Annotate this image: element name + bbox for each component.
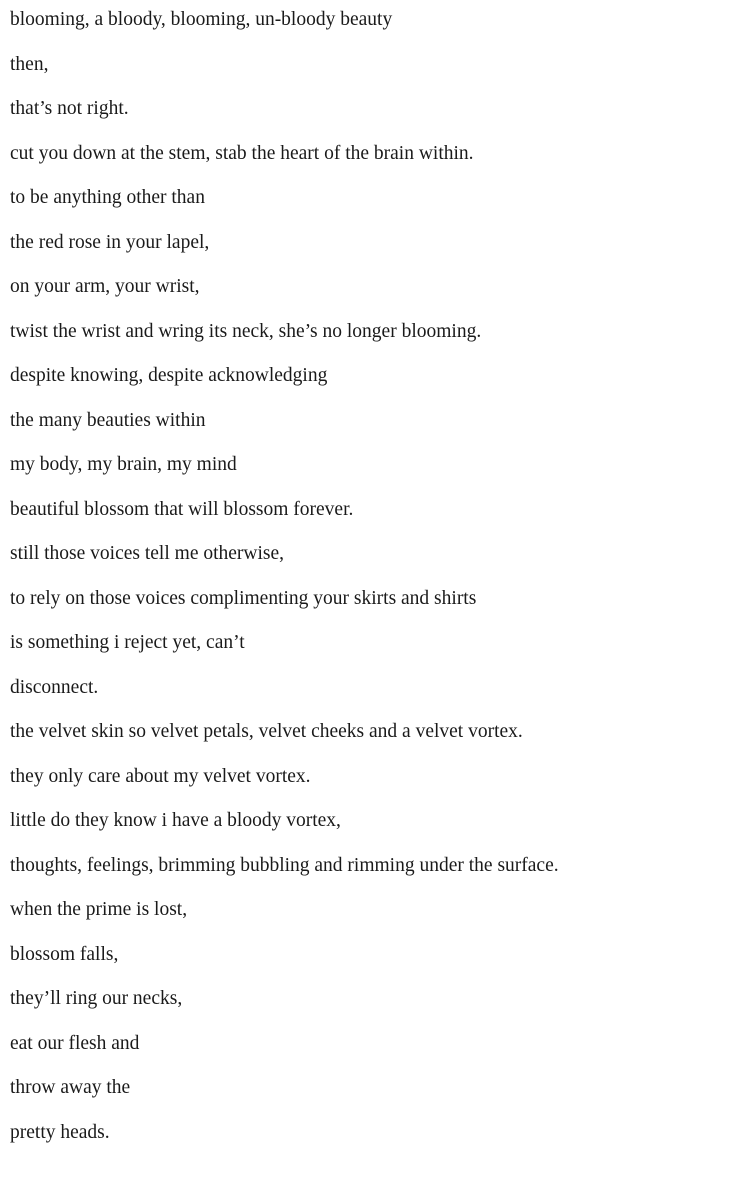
poem-line-24: eat our flesh and bbox=[10, 1032, 140, 1054]
poem-line-8: twist the wrist and wring its neck, she’s no longer blooming. bbox=[10, 320, 482, 342]
poem-line-2: then, bbox=[10, 53, 49, 75]
poem-line-11: my body, my brain, my mind bbox=[10, 454, 237, 475]
poem-line-16: disconnect. bbox=[10, 676, 99, 698]
poem-line-14: to rely on those voices complimenting your skirts and shirts bbox=[10, 587, 477, 609]
poem-line-9: despite knowing, despite acknowledging bbox=[10, 365, 328, 386]
poem-line-12: beautiful blossom that will blossom forever. bbox=[10, 498, 354, 520]
poem-line-10: the many beauties within bbox=[10, 409, 206, 431]
poem-line-22: blossom falls, bbox=[10, 943, 119, 965]
poem-line-7: on your arm, your wrist, bbox=[10, 276, 200, 297]
poem-line-25: throw away the bbox=[10, 1077, 131, 1098]
poem-line-3: that’s not right. bbox=[10, 98, 129, 119]
poem-line-15: is something i reject yet, can’t bbox=[10, 632, 245, 653]
poem-line-20: thoughts, feelings, brimming bubbling and rimming under the surface. bbox=[10, 854, 559, 876]
poem-line-13: still those voices tell me otherwise, bbox=[10, 543, 285, 564]
poem-line-17: the velvet skin so velvet petals, velvet cheeks and a velvet vortex. bbox=[10, 721, 523, 742]
poem-text bbox=[10, 7, 740, 1164]
poem-line-6: the red rose in your lapel, bbox=[10, 231, 210, 253]
poem-line-19: little do they know i have a bloody vortex, bbox=[10, 810, 341, 831]
poem-line-18: they only care about my velvet vortex. bbox=[10, 765, 311, 787]
poem-line-23: they’ll ring our necks, bbox=[10, 988, 183, 1009]
poem-line-21: when the prime is lost, bbox=[10, 899, 188, 920]
poem-line-5: to be anything other than bbox=[10, 187, 205, 208]
poem-line-26: pretty heads. bbox=[10, 1121, 110, 1143]
poem-line-4: cut you down at the stem, stab the heart of the brain within. bbox=[10, 142, 474, 164]
poem-line-1: blooming, a bloody, blooming, un-bloody beauty bbox=[10, 9, 393, 30]
